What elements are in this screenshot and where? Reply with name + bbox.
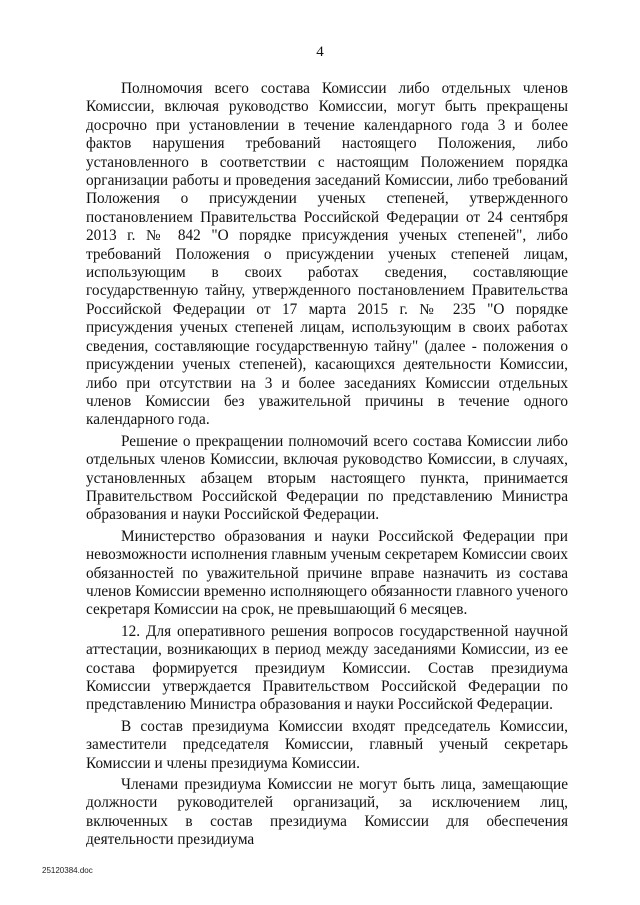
paragraph-presidium-restrictions: Членами президиума Комиссии не могут быть лица, замещающие должности руководителей организаций, за исключением лиц, включенных в состав президиума Комиссии для обеспечения деятельности президиума xyxy=(86,776,568,849)
paragraph-presidium-composition: В состав президиума Комиссии входят председатель Комиссии, заместители председателя Комиссии, главный ученый секретарь Комиссии и члены президиума Комиссии. xyxy=(86,717,568,772)
paragraph-acting-secretary: Министерство образования и науки Российской Федерации при невозможности исполнения главным ученым секретарем Комиссии своих обязанностей по уважительной причине вправе назначить из состава членов Комиссии временно исполняющего обязанности главного ученого секретаря Комиссии на срок, не превышающий 6 месяцев. xyxy=(86,527,568,619)
paragraph-termination-decision: Решение о прекращении полномочий всего состава Комиссии либо отдельных членов Комиссии, включая руководство Комиссии, в случаях, установленных абзацем вторым настоящего пункта, принимается Правительством Российской Федерации по представлению Министра образования и науки Российской Федерации. xyxy=(86,432,568,524)
paragraph-item-12-presidium: 12. Для оперативного решения вопросов государственной научной аттестации, возникающих в период между заседаниями Комиссии, из ее состава формируется президиум Комиссии. Состав президиума Комиссии утверждается Правительством Российской Федерации по представлению Министра образования и науки Российской Федерации. xyxy=(86,622,568,714)
file-name-footer: 25120384.doc xyxy=(42,866,93,875)
paragraph-termination-of-powers: Полномочия всего состава Комиссии либо отдельных членов Комиссии, включая руководство Комиссии, могут быть прекращены досрочно при установлении в течение календарного года 3 и более фактов нарушения требований настоящего Положения, либо установленного в соответствии с настоящим Положением порядка организации работы и проведения заседаний Комиссии, либо требований Положения о присуждении ученых степеней, утвержденного постановлением Правительства Российской Федерации от 24 сентября 2013 г. № 842 "О порядке присуждения ученых степеней", либо требований Положения о присуждении ученых степеней лицам, использующим в своих работах сведения, составляющие государственную тайну, утвержденного постановлением Правительства Российской Федерации от 17 марта 2015 г. № 235 "О порядке присуждения ученых степеней лицам, использующим в своих работах сведения, составляющие государственную тайну" (далее - положения о присуждении ученых степеней), касающихся деятельности Комиссии, либо при отсутствии на 3 и более заседаниях Комиссии отдельных членов Комиссии без уважительной причины в течение одного календарного года. xyxy=(86,80,568,429)
page-number: 4 xyxy=(316,44,324,60)
document-body xyxy=(86,80,568,850)
